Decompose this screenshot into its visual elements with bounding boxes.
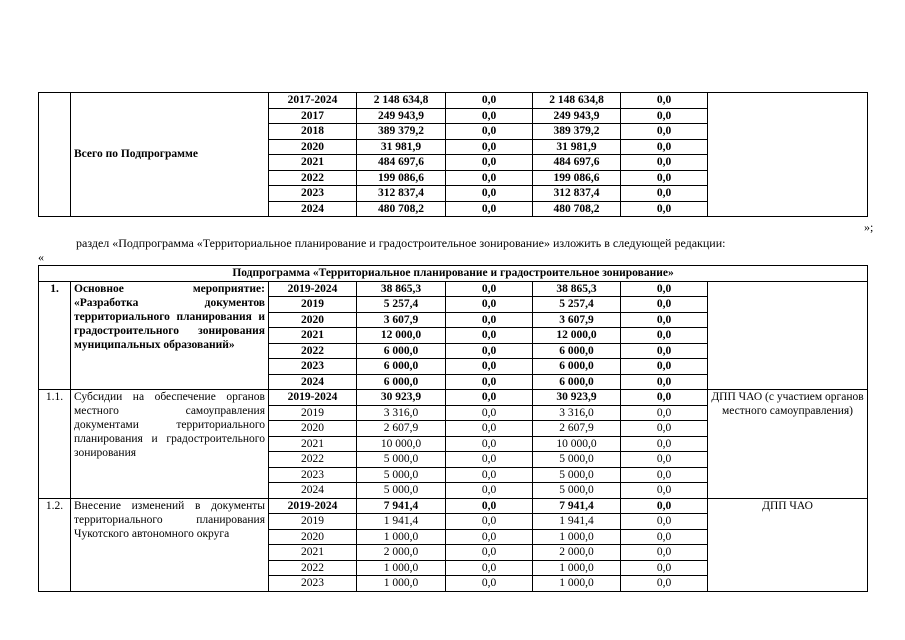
table-row <box>39 93 868 109</box>
value-cell: 0,0 <box>446 452 533 468</box>
value-cell: 0,0 <box>621 483 708 499</box>
period-cell: 2020 <box>269 312 357 328</box>
value-cell: 6 000,0 <box>533 343 621 359</box>
value-cell: 0,0 <box>446 108 533 124</box>
table-row <box>39 390 868 406</box>
value-cell: 0,0 <box>446 343 533 359</box>
value-cell: 0,0 <box>446 436 533 452</box>
value-cell: 0,0 <box>621 328 708 344</box>
value-cell: 2 607,9 <box>533 421 621 437</box>
period-cell: 2020 <box>269 139 357 155</box>
total-value-cell: 5 000,0 <box>357 483 446 499</box>
value-cell: 0,0 <box>621 467 708 483</box>
subprogram-planning-table <box>38 265 868 592</box>
total-value-cell: 3 316,0 <box>357 405 446 421</box>
value-cell: 12 000,0 <box>533 328 621 344</box>
total-value-cell: 199 086,6 <box>357 170 446 186</box>
value-cell: 0,0 <box>621 374 708 390</box>
value-cell: 6 000,0 <box>533 374 621 390</box>
value-cell: 0,0 <box>446 467 533 483</box>
value-cell: 0,0 <box>621 297 708 313</box>
total-value-cell: 389 379,2 <box>357 124 446 140</box>
value-cell: 7 941,4 <box>533 498 621 514</box>
value-cell: 0,0 <box>446 421 533 437</box>
opening-quote: « <box>38 250 44 264</box>
value-cell: 10 000,0 <box>533 436 621 452</box>
table-row <box>39 281 868 297</box>
value-cell: 0,0 <box>621 529 708 545</box>
value-cell: 0,0 <box>446 170 533 186</box>
total-value-cell: 1 000,0 <box>357 560 446 576</box>
value-cell: 0,0 <box>621 405 708 421</box>
value-cell: 249 943,9 <box>533 108 621 124</box>
total-value-cell: 31 981,9 <box>357 139 446 155</box>
value-cell: 0,0 <box>621 108 708 124</box>
period-cell: 2021 <box>269 155 357 171</box>
period-cell: 2024 <box>269 374 357 390</box>
total-value-cell: 2 000,0 <box>357 545 446 561</box>
value-cell: 0,0 <box>621 281 708 297</box>
value-cell: 1 941,4 <box>533 514 621 530</box>
item-description: Основное мероприятие: «Разработка документов территориального планирования и градостроительного зонирования муниципальных образований» <box>71 281 269 390</box>
value-cell: 31 981,9 <box>533 139 621 155</box>
value-cell: 0,0 <box>621 343 708 359</box>
value-cell: 0,0 <box>621 560 708 576</box>
value-cell: 0,0 <box>446 139 533 155</box>
value-cell: 2 148 634,8 <box>533 93 621 109</box>
value-cell: 0,0 <box>446 186 533 202</box>
value-cell: 0,0 <box>446 328 533 344</box>
total-value-cell: 1 941,4 <box>357 514 446 530</box>
table-row <box>39 498 868 514</box>
period-cell: 2023 <box>269 576 357 592</box>
total-value-cell: 5 257,4 <box>357 297 446 313</box>
total-value-cell: 312 837,4 <box>357 186 446 202</box>
value-cell: 0,0 <box>446 359 533 375</box>
subprogram-title: Подпрограмма «Территориальное планирование и градостроительное зонирование» <box>39 266 868 282</box>
total-value-cell: 249 943,9 <box>357 108 446 124</box>
value-cell: 0,0 <box>621 201 708 217</box>
value-cell: 0,0 <box>621 421 708 437</box>
period-cell: 2021 <box>269 328 357 344</box>
value-cell: 0,0 <box>621 186 708 202</box>
value-cell: 0,0 <box>446 124 533 140</box>
period-cell: 2023 <box>269 359 357 375</box>
value-cell: 5 000,0 <box>533 452 621 468</box>
period-cell: 2022 <box>269 343 357 359</box>
value-cell: 0,0 <box>621 170 708 186</box>
value-cell: 0,0 <box>621 312 708 328</box>
amendment-paragraph: раздел «Подпрограмма «Территориальное планирование и градостроительное зонирование» изложить в следующей редакции: <box>76 236 726 250</box>
period-cell: 2019-2024 <box>269 498 357 514</box>
number-cell <box>39 93 71 217</box>
item-description: Внесение изменений в документы территориального планирования Чукотского автономного округа <box>71 498 269 591</box>
total-value-cell: 7 941,4 <box>357 498 446 514</box>
period-cell: 2019 <box>269 514 357 530</box>
value-cell: 1 000,0 <box>533 529 621 545</box>
total-label: Всего по Подпрограмме <box>71 93 269 217</box>
total-value-cell: 6 000,0 <box>357 374 446 390</box>
value-cell: 312 837,4 <box>533 186 621 202</box>
period-cell: 2022 <box>269 560 357 576</box>
period-cell: 2019 <box>269 405 357 421</box>
item-description: Субсидии на обеспечение органов местного самоуправления документами территориального планирования и градостроительного зонирования <box>71 390 269 499</box>
value-cell: 0,0 <box>621 155 708 171</box>
item-number: 1. <box>39 281 71 390</box>
value-cell: 0,0 <box>446 576 533 592</box>
value-cell: 0,0 <box>446 390 533 406</box>
total-value-cell: 5 000,0 <box>357 452 446 468</box>
period-cell: 2022 <box>269 452 357 468</box>
period-cell: 2019-2024 <box>269 390 357 406</box>
value-cell: 0,0 <box>621 93 708 109</box>
executor-cell <box>708 281 868 390</box>
value-cell: 0,0 <box>446 514 533 530</box>
subprogram-total-table <box>38 92 868 217</box>
total-value-cell: 480 708,2 <box>357 201 446 217</box>
value-cell: 389 379,2 <box>533 124 621 140</box>
value-cell: 0,0 <box>621 139 708 155</box>
value-cell: 199 086,6 <box>533 170 621 186</box>
value-cell: 0,0 <box>446 201 533 217</box>
value-cell: 0,0 <box>621 514 708 530</box>
total-value-cell: 2 607,9 <box>357 421 446 437</box>
value-cell: 2 000,0 <box>533 545 621 561</box>
total-value-cell: 38 865,3 <box>357 281 446 297</box>
value-cell: 0,0 <box>446 498 533 514</box>
total-value-cell: 484 697,6 <box>357 155 446 171</box>
table-header-row <box>39 266 868 282</box>
value-cell: 5 000,0 <box>533 483 621 499</box>
period-cell: 2024 <box>269 201 357 217</box>
total-value-cell: 3 607,9 <box>357 312 446 328</box>
period-cell: 2017 <box>269 108 357 124</box>
value-cell: 0,0 <box>621 390 708 406</box>
value-cell: 0,0 <box>446 93 533 109</box>
total-value-cell: 10 000,0 <box>357 436 446 452</box>
executor-cell <box>708 93 868 217</box>
value-cell: 5 000,0 <box>533 467 621 483</box>
value-cell: 0,0 <box>621 124 708 140</box>
value-cell: 0,0 <box>446 155 533 171</box>
period-cell: 2021 <box>269 545 357 561</box>
period-cell: 2019-2024 <box>269 281 357 297</box>
value-cell: 0,0 <box>621 498 708 514</box>
value-cell: 6 000,0 <box>533 359 621 375</box>
period-cell: 2017-2024 <box>269 93 357 109</box>
value-cell: 30 923,9 <box>533 390 621 406</box>
total-value-cell: 1 000,0 <box>357 529 446 545</box>
value-cell: 0,0 <box>446 312 533 328</box>
value-cell: 0,0 <box>621 359 708 375</box>
value-cell: 484 697,6 <box>533 155 621 171</box>
total-value-cell: 12 000,0 <box>357 328 446 344</box>
total-value-cell: 30 923,9 <box>357 390 446 406</box>
value-cell: 0,0 <box>446 545 533 561</box>
value-cell: 1 000,0 <box>533 560 621 576</box>
closing-quote: »; <box>864 220 874 234</box>
total-value-cell: 6 000,0 <box>357 359 446 375</box>
value-cell: 1 000,0 <box>533 576 621 592</box>
value-cell: 0,0 <box>446 281 533 297</box>
period-cell: 2021 <box>269 436 357 452</box>
value-cell: 0,0 <box>621 436 708 452</box>
value-cell: 0,0 <box>446 405 533 421</box>
period-cell: 2024 <box>269 483 357 499</box>
period-cell: 2023 <box>269 467 357 483</box>
value-cell: 3 607,9 <box>533 312 621 328</box>
executor-cell: ДПП ЧАО <box>708 498 868 591</box>
total-value-cell: 6 000,0 <box>357 343 446 359</box>
value-cell: 0,0 <box>621 576 708 592</box>
total-value-cell: 1 000,0 <box>357 576 446 592</box>
value-cell: 0,0 <box>621 452 708 468</box>
executor-cell: ДПП ЧАО (с участием органов местного самоуправления) <box>708 390 868 499</box>
value-cell: 0,0 <box>446 374 533 390</box>
value-cell: 0,0 <box>621 545 708 561</box>
period-cell: 2020 <box>269 421 357 437</box>
period-cell: 2018 <box>269 124 357 140</box>
value-cell: 38 865,3 <box>533 281 621 297</box>
item-number: 1.1. <box>39 390 71 499</box>
total-value-cell: 5 000,0 <box>357 467 446 483</box>
value-cell: 0,0 <box>446 529 533 545</box>
period-cell: 2022 <box>269 170 357 186</box>
value-cell: 3 316,0 <box>533 405 621 421</box>
value-cell: 0,0 <box>446 297 533 313</box>
value-cell: 0,0 <box>446 483 533 499</box>
value-cell: 0,0 <box>446 560 533 576</box>
period-cell: 2020 <box>269 529 357 545</box>
item-number: 1.2. <box>39 498 71 591</box>
value-cell: 5 257,4 <box>533 297 621 313</box>
period-cell: 2023 <box>269 186 357 202</box>
total-value-cell: 2 148 634,8 <box>357 93 446 109</box>
value-cell: 480 708,2 <box>533 201 621 217</box>
period-cell: 2019 <box>269 297 357 313</box>
